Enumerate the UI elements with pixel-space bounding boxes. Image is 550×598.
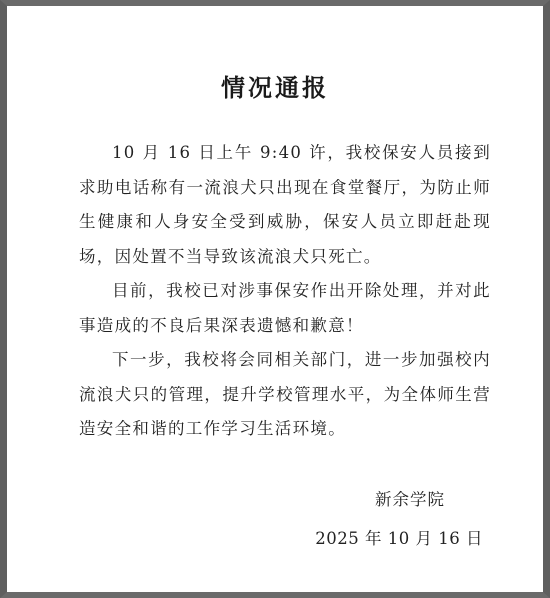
notice-paragraph-2-container bbox=[79, 274, 491, 343]
issuer-signature: 新余学院 bbox=[375, 490, 445, 509]
notice-paragraph-1: 10 月 16 日上午 9:40 许，我校保安人员接到求助电话称有一流浪犬只出现在食堂餐厅，为防止师生健康和人身安全受到威胁，保安人员立即赶赴现场，因处置不当导致该流浪犬只死亡。 bbox=[79, 143, 491, 266]
notice-paragraph-1-container bbox=[79, 136, 491, 274]
issue-date: 2025 年 10 月 16 日 bbox=[315, 529, 483, 548]
notice-paragraph-3: 下一步，我校将会同相关部门，进一步加强校内流浪犬只的管理，提升学校管理水平，为全体师生营造安全和谐的工作学习生活环境。 bbox=[79, 350, 491, 438]
notice-title: 情况通报 bbox=[221, 74, 329, 102]
notice-paragraph-2: 目前，我校已对涉事保安作出开除处理，并对此事造成的不良后果深表遗憾和歉意！ bbox=[79, 281, 491, 335]
notice-paragraph-3-container bbox=[79, 343, 491, 447]
